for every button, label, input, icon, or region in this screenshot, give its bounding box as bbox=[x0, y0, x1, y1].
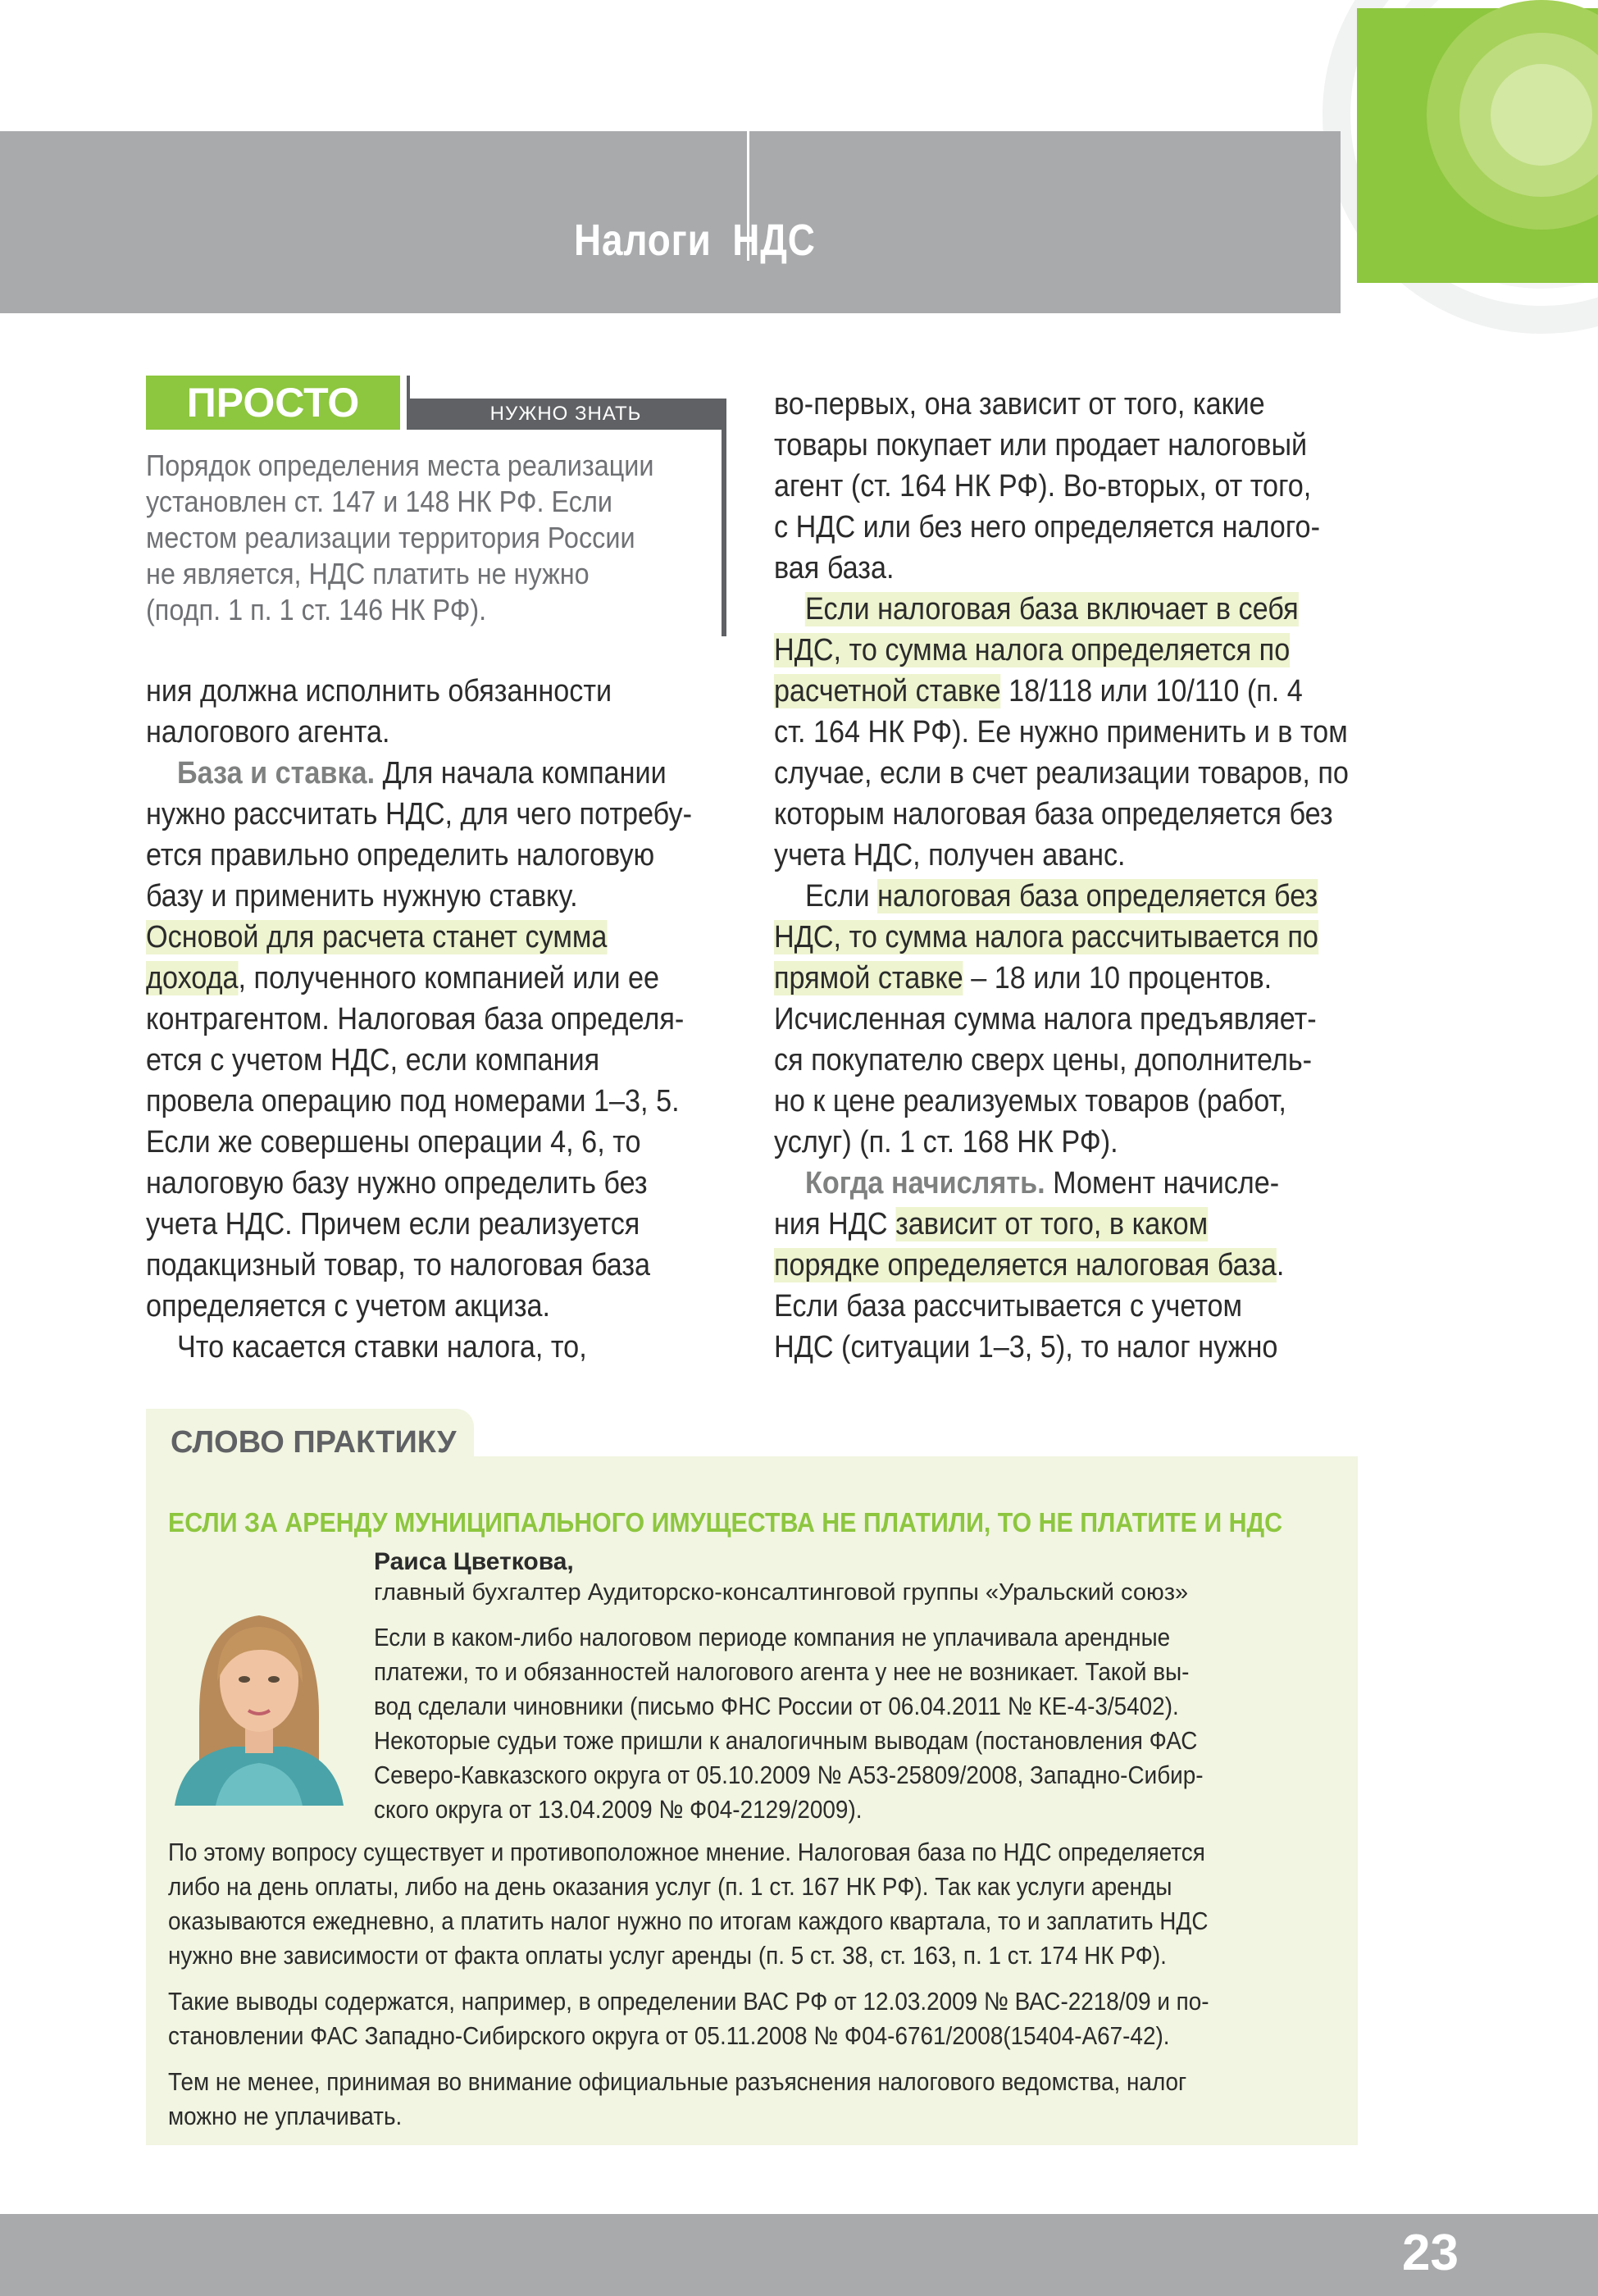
text-run: 18/118 или 10/110 (п. 4 bbox=[1000, 674, 1303, 708]
text-line: Исчисленная сумма налога предъявляет- bbox=[774, 1002, 1317, 1036]
highlight: прямой ставке bbox=[774, 961, 963, 995]
text-line: Если же совершены операции 4, 6, то bbox=[146, 1125, 641, 1159]
text-line: ся покупателю сверх цены, дополнитель- bbox=[774, 1043, 1313, 1077]
text-line: определяется с учетом акциза. bbox=[146, 1289, 551, 1323]
practice-title: ЕСЛИ ЗА АРЕНДУ МУНИЦИПАЛЬНОГО ИМУЩЕСТВА НЕ ПЛАТИЛИ, ТО НЕ ПЛАТИТЕ И НДС bbox=[168, 1507, 1283, 1538]
practice-paragraph-3 bbox=[168, 1984, 1332, 2053]
text-line: но к цене реализуемых товаров (работ, bbox=[774, 1084, 1286, 1118]
text-line bbox=[146, 958, 677, 999]
text-line: Некоторые судьи тоже пришли к аналогичным выводам (постановления ФАС bbox=[374, 1726, 1198, 1755]
text-line: налоговую базу нужно определить без bbox=[146, 1166, 648, 1200]
text-run: ния НДС bbox=[774, 1207, 896, 1241]
right-column bbox=[774, 384, 1364, 1368]
sidebox-text bbox=[146, 448, 712, 628]
text-line: ния должна исполнить обязанности bbox=[146, 674, 612, 708]
lead-base-and-rate: База и ставка. bbox=[177, 756, 376, 790]
text-line bbox=[774, 1204, 1305, 1245]
sidebox-line: местом реализации территория России bbox=[146, 521, 635, 554]
page-number: 23 bbox=[1402, 2225, 1459, 2281]
highlight: дохода bbox=[146, 961, 239, 995]
text-line: ется правильно определить налоговую bbox=[146, 838, 655, 872]
text-line: нужно рассчитать НДС, для чего потребу- bbox=[146, 797, 692, 831]
text-line: либо на день оплаты, либо на день оказания услуг (п. 1 ст. 167 НК РФ). Так как услуги аренды bbox=[168, 1872, 1172, 1901]
text-line: ского округа от 13.04.2009 № Ф04-2129/2009). bbox=[374, 1795, 863, 1824]
text-line bbox=[146, 1327, 677, 1368]
section-title bbox=[574, 215, 816, 266]
text-line: базу и применить нужную ставку. bbox=[146, 879, 578, 913]
sidebox-line: (подп. 1 п. 1 ст. 146 НК РФ). bbox=[146, 593, 487, 626]
sidebox-tag: НУЖНО ЗНАТЬ bbox=[410, 399, 722, 430]
lead-when-to-charge: Когда начислять. bbox=[805, 1166, 1045, 1200]
text-run: , полученного компанией или ее bbox=[238, 961, 660, 995]
highlight: порядке определяется налоговая база bbox=[774, 1248, 1277, 1282]
practice-paragraph-4 bbox=[168, 2065, 1332, 2134]
highlight: налоговая база определяется без bbox=[877, 879, 1318, 913]
text-line bbox=[774, 630, 1305, 671]
text-line bbox=[774, 1163, 1305, 1204]
highlight: зависит от того, в каком bbox=[895, 1207, 1209, 1241]
text-line: учета НДС. Причем если реализуется bbox=[146, 1207, 640, 1241]
text-line bbox=[146, 753, 677, 794]
text-line: во-первых, она зависит от того, какие bbox=[774, 387, 1265, 421]
highlight: НДС, то сумма налога определяется по bbox=[774, 633, 1291, 667]
text-line bbox=[774, 917, 1318, 958]
practice-paragraph-1 bbox=[374, 1620, 1325, 1827]
text-line: агент (ст. 164 НК РФ). Во-вторых, от того, bbox=[774, 469, 1312, 503]
sidebox-badge: ПРОСТО bbox=[146, 376, 400, 430]
text-line: ст. 164 НК РФ). Ее нужно применить и в том bbox=[774, 715, 1348, 749]
text-line bbox=[774, 671, 1305, 712]
subsection-name: НДС bbox=[732, 216, 816, 265]
text-line: нужно вне зависимости от факта оплаты услуг аренды (п. 5 ст. 38, ст. 163, п. 1 ст. 174 НК РФ). bbox=[168, 1941, 1167, 1970]
sidebox-line: Порядок определения места реализации bbox=[146, 449, 654, 482]
text-line: оказываются ежедневно, а платить налог нужно по итогам каждого квартала, то и заплатить НДС bbox=[168, 1906, 1209, 1935]
text-line: Такие выводы содержатся, например, в определении ВАС РФ от 12.03.2009 № ВАС-2218/09 и по- bbox=[168, 1987, 1209, 2016]
text-line bbox=[774, 589, 1305, 630]
text-run: Что касается ставки налога, то, bbox=[177, 1330, 587, 1364]
text-run: Для начала компании bbox=[375, 756, 667, 790]
text-run: – 18 или 10 процентов. bbox=[963, 961, 1272, 995]
text-line: платежи, то и обязанностей налогового агента у нее не возникает. Такой вы- bbox=[374, 1657, 1190, 1686]
text-line: контрагентом. Налоговая база определя- bbox=[146, 1002, 685, 1036]
text-line: Если база рассчитывается с учетом bbox=[774, 1289, 1243, 1323]
portrait-illustration bbox=[166, 1591, 352, 1806]
text-line bbox=[774, 876, 1318, 917]
author-name: Раиса Цветкова, bbox=[374, 1548, 574, 1575]
text-line: вая база. bbox=[774, 551, 895, 585]
sidebox-vertical-line bbox=[722, 399, 726, 636]
author-photo bbox=[166, 1591, 352, 1806]
text-line bbox=[146, 917, 677, 958]
section-name: Налоги bbox=[574, 216, 712, 265]
text-run: Момент начисле- bbox=[1045, 1166, 1280, 1200]
highlight: Если налоговая база включает в себя bbox=[805, 592, 1299, 626]
text-line: вод сделали чиновники (письмо ФНС России от 06.04.2011 № КЕ-4-3/5402). bbox=[374, 1692, 1179, 1720]
text-line: которым налоговая база определяется без bbox=[774, 797, 1333, 831]
text-line: с НДС или без него определяется налого- bbox=[774, 510, 1320, 544]
text-line: случае, если в счет реализации товаров, по bbox=[774, 756, 1349, 790]
left-column bbox=[146, 671, 736, 1368]
text-line: провела операцию под номерами 1–3, 5. bbox=[146, 1084, 680, 1118]
text-run: . bbox=[1276, 1248, 1285, 1282]
text-line: становлении ФАС Западно-Сибирского округа от 05.11.2008 № Ф04-6761/2008(15404-А67-42). bbox=[168, 2021, 1170, 2050]
practice-paragraph-2 bbox=[168, 1835, 1332, 1973]
text-line bbox=[774, 1245, 1305, 1286]
practice-paragraphs bbox=[168, 1835, 1332, 2145]
sidebox-line: установлен ст. 147 и 148 НК РФ. Если bbox=[146, 485, 613, 518]
highlight: Основой для расчета станет сумма bbox=[146, 920, 608, 954]
sidebox-line: не является, НДС платить не нужно bbox=[146, 557, 590, 590]
text-line bbox=[774, 958, 1305, 999]
text-line: услуг) (п. 1 ст. 168 НК РФ). bbox=[774, 1125, 1118, 1159]
text-line: ется с учетом НДС, если компания bbox=[146, 1043, 600, 1077]
text-line: Тем не менее, принимая во внимание официальные разъяснения налогового ведомства, налог bbox=[168, 2067, 1187, 2096]
text-line: можно не уплачивать. bbox=[168, 2102, 403, 2130]
highlight: расчетной ставке bbox=[774, 674, 1001, 708]
text-line: учета НДС, получен аванс. bbox=[774, 838, 1126, 872]
text-line: товары покупает или продает налоговый bbox=[774, 428, 1308, 462]
text-line: По этому вопросу существует и противоположное мнение. Налоговая база по НДС определяется bbox=[168, 1838, 1205, 1866]
text-run: Если bbox=[805, 879, 878, 913]
text-line: НДС (ситуации 1–3, 5), то налог нужно bbox=[774, 1330, 1278, 1364]
sidebox-need-to-know bbox=[146, 376, 726, 626]
footer-band bbox=[0, 2214, 1598, 2296]
practice-label: СЛОВО ПРАКТИКУ bbox=[171, 1425, 457, 1460]
highlight: НДС, то сумма налога рассчитывается по bbox=[774, 920, 1318, 954]
text-line: Северо-Кавказского округа от 05.10.2009 № А53-25809/2008, Западно-Сибир- bbox=[374, 1761, 1204, 1789]
text-line: Если в каком-либо налоговом периоде компания не уплачивала арендные bbox=[374, 1623, 1171, 1651]
text-line: подакцизный товар, то налоговая база bbox=[146, 1248, 651, 1282]
text-line: налогового агента. bbox=[146, 715, 390, 749]
author-role: главный бухгалтер Аудиторско-консалтинговой группы «Уральский союз» bbox=[374, 1579, 1189, 1606]
